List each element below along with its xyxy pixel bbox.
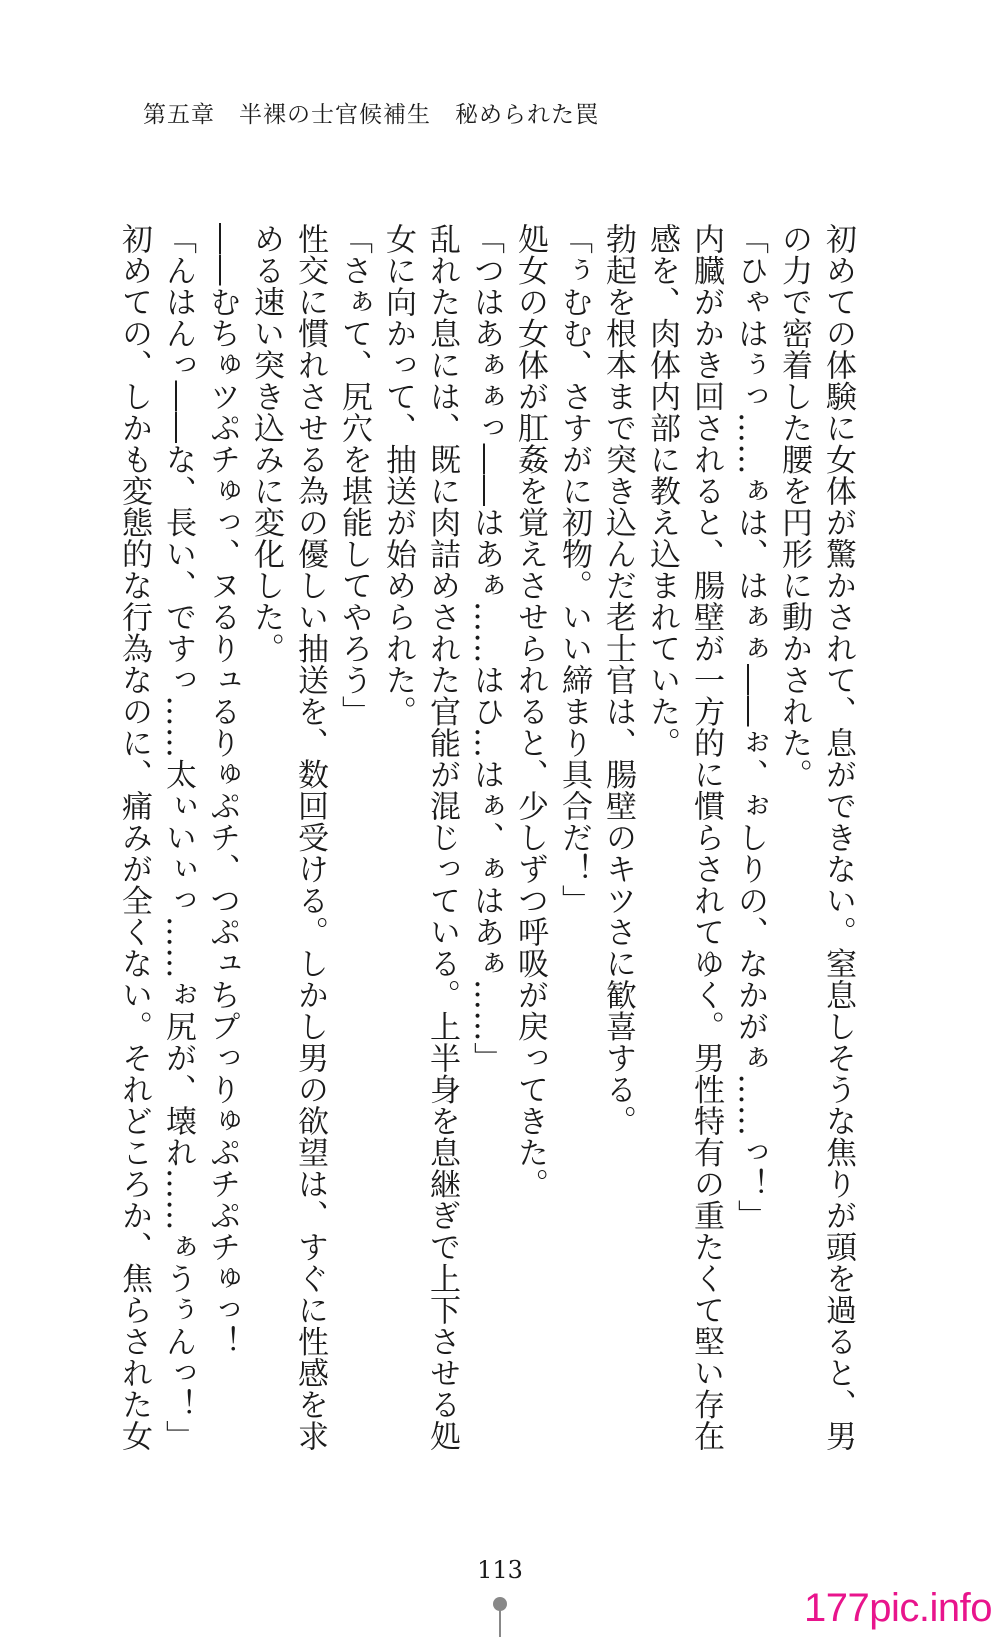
- text-line: の力で密着した腰を円形に動かされた。: [776, 223, 812, 790]
- text-line: 処女の女体が肛姦を覚えさせられると、少しずつ呼吸が戻ってきた。: [512, 223, 548, 1200]
- text-line: 性交に慣れさせる為の優しい抽送を、数回受ける。しかし男の欲望は、すぐに性感を求: [292, 223, 328, 1452]
- text-line: 「さぁて、尻穴を堪能してやろう」: [336, 223, 372, 727]
- text-line: 「ひゃはぅっ……ぁは、はぁぁ――ぉ、ぉしりの、なかがぁ……っ！」: [732, 223, 768, 1231]
- text-line: 女に向かって、抽送が始められた。: [380, 223, 416, 727]
- text-line: 勃起を根本まで突き込んだ老士官は、腸壁のキツさに歓喜する。: [600, 223, 636, 1137]
- text-line: 「んはんっ――な、長い、ですっ……太ぃいぃっ……ぉ尻が、壊れ……ぁうぅんっ！」: [160, 223, 196, 1452]
- page-number: 113: [477, 1556, 523, 1584]
- watermark: 177pic.info: [804, 1586, 992, 1630]
- text-line: 初めての、しかも変態的な行為なのに、痛みが全くない。それどころか、焦らされた女: [116, 223, 152, 1452]
- text-line: 初めての体験に女体が驚かされて、息ができない。窒息しそうな焦りが頭を過ると、男: [820, 223, 856, 1452]
- text-line: める速い突き込みに変化した。: [248, 223, 284, 664]
- text-line: 感を、肉体内部に教え込まれていた。: [644, 223, 680, 759]
- text-line: 「つはあぁぁっ――はあぁ……はひ…はぁ、ぁはあぁ……」: [468, 223, 504, 1074]
- text-line: ――むちゅツぷチゅっ、ヌるりュるりゅぷチ、つぷュちプっりゅぷチぷチゅっ！: [204, 223, 240, 1357]
- text-line: 内臓がかき回されると、腸壁が一方的に慣らされてゆく。男性特有の重たくて堅い存在: [688, 223, 724, 1452]
- body-text: [112, 223, 860, 1452]
- text-line: 「ぅむむ、さすがに初物。いい締まり具合だ！」: [556, 223, 592, 916]
- page-marker-stem: [499, 1608, 501, 1637]
- running-head: 第五章 半裸の士官候補生 秘められた罠: [143, 102, 599, 128]
- text-line: 乱れた息には、既に肉詰めされた官能が混じっている。上半身を息継ぎで上下させる処: [424, 223, 460, 1452]
